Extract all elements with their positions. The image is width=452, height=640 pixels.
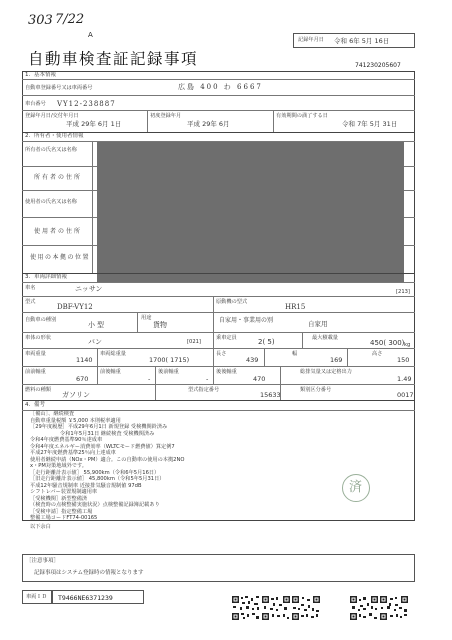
rear-front-axle-value: - xyxy=(206,375,209,383)
shape-label: 車体の形状 xyxy=(25,335,51,341)
reg-number-label: 自動車登録番号又は車両番号 xyxy=(25,85,93,91)
kind-value: 小型 xyxy=(88,321,106,329)
type-designation-value: 15633 xyxy=(260,391,281,399)
record-date-value: 令和 6年 5月 16日 xyxy=(334,36,390,45)
owner-name-label: 所有者の氏名又は名称 xyxy=(25,147,77,153)
notes-text: 記録事項はシステム登録時の情報となります xyxy=(34,570,144,576)
shape-code: [021] xyxy=(187,339,201,345)
front-front-axle-label: 前前軸重 xyxy=(25,369,46,375)
reg-number-value: 広島 400 わ 6667 xyxy=(178,83,263,91)
height-label: 高さ xyxy=(372,351,383,357)
expiry-value: 令和 7年 5月 31日 xyxy=(342,120,398,128)
model-value: DBF-VY12 xyxy=(57,303,93,311)
owner-address-label: 所有者の住所 xyxy=(34,174,83,181)
section4-heading: 4．備考 xyxy=(25,402,45,408)
gross-weight-value: 1700( 1715) xyxy=(149,356,190,364)
section1-heading: 1．基本情報 xyxy=(25,72,56,78)
remark-line: x・PM対策地域外です。 xyxy=(30,463,87,469)
kind-label: 自動車の種別 xyxy=(25,317,57,323)
notes-box xyxy=(22,554,415,582)
handwritten-slash: 7/22 xyxy=(55,12,85,27)
handwritten-a: A xyxy=(88,31,93,39)
document-number: 741230205607 xyxy=(355,62,401,69)
vehicle-id-value-box xyxy=(52,590,144,604)
rear-rear-axle-label: 後後軸重 xyxy=(216,369,237,375)
handwritten-note: 303 xyxy=(28,13,53,28)
vehicle-id-label: 車両ＩＤ xyxy=(26,594,47,600)
width-value: 169 xyxy=(330,356,343,364)
max-load-unit: kg xyxy=(404,342,411,348)
maker-value: ニッサン xyxy=(75,285,103,293)
record-date-label: 記録年月日 xyxy=(298,37,324,43)
remark-line: ［旧走行距離計表示値］ 45,800km（令和5年5月31日） xyxy=(30,476,165,482)
capacity-label: 乗車定員 xyxy=(216,335,237,341)
type-designation-label: 型式指定番号 xyxy=(188,387,220,393)
maker-label: 車名 xyxy=(25,285,36,291)
rear-front-axle-label: 後前軸重 xyxy=(158,369,179,375)
remark-line: 平成12年騒音規制車 近接排気騒音規制値 97dB xyxy=(30,482,142,489)
remark-line: ［受検申請］指定整備工場 xyxy=(30,508,93,515)
front-rear-axle-label: 前後軸重 xyxy=(100,369,121,375)
remark-line: 以下余白 xyxy=(30,524,51,530)
use-label: 用途 xyxy=(141,315,152,321)
width-label: 幅 xyxy=(292,351,298,357)
front-rear-axle-value: - xyxy=(148,375,151,383)
use-value: 貨物 xyxy=(153,321,167,329)
remark-line: 使用者継続申請（NOx・PM）適合。この自動車の使用の本拠2NO xyxy=(30,456,185,463)
qr-code-2 xyxy=(262,596,290,620)
remark-line: 平成27年度燃費基準25％向上達成車 xyxy=(30,450,116,456)
height-value: 150 xyxy=(397,356,410,364)
max-load-value: 450( 300) xyxy=(370,339,405,347)
inspection-stamp xyxy=(342,474,370,502)
first-year-value: 平成 29年 6月 xyxy=(187,120,230,128)
max-load-label: 最大積載量 xyxy=(312,335,338,341)
user-address-label: 使用者の住所 xyxy=(34,228,83,235)
maker-code: [213] xyxy=(396,289,410,295)
category-label: 類別区分番号 xyxy=(300,387,332,393)
purpose-label: 自家用・事業用の別 xyxy=(219,317,274,324)
remark-line: 令和4年度エネルギー消費効率（WLTCモード燃費値）算定例7 xyxy=(30,443,175,450)
capacity-value: 2( 5) xyxy=(258,338,275,346)
remark-line: 令和1年5月31日 継続検査 受検機関済み xyxy=(60,430,155,437)
weight-value: 1140 xyxy=(76,356,93,364)
remark-line: ［受検機関］新型整備済 xyxy=(30,495,88,502)
gross-weight-label: 車両総重量 xyxy=(100,351,126,357)
engine-label: 原動機の型式 xyxy=(216,299,248,305)
chassis-value: VY12-238887 xyxy=(57,100,116,108)
vehicle-id-value: T9466NE6371239 xyxy=(58,593,113,602)
remark-line: ［備山］、継続検査 xyxy=(30,411,75,417)
stamp-character: 済 xyxy=(349,480,363,495)
record-date-box xyxy=(293,33,415,48)
user-name-label: 使用者の氏名又は名称 xyxy=(25,199,77,205)
displacement-label: 総排気量又は定格出力 xyxy=(300,369,352,375)
redaction-block xyxy=(97,142,404,283)
notes-heading: ［注意事項］ xyxy=(26,558,60,564)
shape-value: バン xyxy=(88,338,102,346)
engine-value: HR15 xyxy=(285,303,306,311)
remark-line: シフトレバー装置規制適用車 xyxy=(30,489,98,495)
remark-line: 自動車重量税額 ￥5,000 本則税率適用 xyxy=(30,417,121,424)
qr-code-4 xyxy=(350,596,378,620)
first-reg-value: 平成 29年 6月 1日 xyxy=(66,120,122,128)
length-label: 長さ xyxy=(216,351,227,357)
chassis-label: 車台番号 xyxy=(25,101,46,107)
remark-line: ［走行距離計表示値］ 55,900km（令和6年5月16日） xyxy=(30,469,160,476)
fuel-label: 燃料の種類 xyxy=(25,387,51,393)
remark-line: （検査時の点検整備実施状況）点検整備記録簿記載あり xyxy=(30,502,160,508)
qr-code-3 xyxy=(292,596,320,620)
remark-line: ［29年度履歴］平成29年6月1日 新規登録 受検機関鈴済み xyxy=(30,424,168,430)
vehicle-id-label-box xyxy=(22,590,52,604)
length-value: 439 xyxy=(246,356,259,364)
model-label: 型式 xyxy=(25,299,36,305)
remark-line: 令和4年度燃費基準90％達成車 xyxy=(30,437,103,443)
category-value: 0017 xyxy=(397,391,414,399)
section2-heading: 2．所有者・使用者情報 xyxy=(25,133,84,139)
displacement-value: 1.49 xyxy=(397,375,412,383)
first-reg-label: 登録年月日/交付年月日 xyxy=(25,113,79,119)
page-title: 自動車検査証記録事項 xyxy=(28,50,199,68)
fuel-value: ガソリン xyxy=(62,391,90,399)
qr-code-1 xyxy=(232,596,260,620)
weight-label: 車両重量 xyxy=(25,351,46,357)
qr-code-5 xyxy=(380,596,408,620)
rear-rear-axle-value: 470 xyxy=(253,375,266,383)
remark-line: 整備工場コードFT74-00165 xyxy=(30,515,98,521)
base-location-label: 使用の本拠の位置 xyxy=(30,254,91,261)
first-year-label: 初度登録年月 xyxy=(150,113,182,119)
purpose-choice: 自家用 xyxy=(308,320,328,328)
section3-heading: 3．車両詳細情報 xyxy=(25,274,67,280)
expiry-label: 有効期間の満了する日 xyxy=(276,113,328,119)
front-front-axle-value: 670 xyxy=(76,375,89,383)
